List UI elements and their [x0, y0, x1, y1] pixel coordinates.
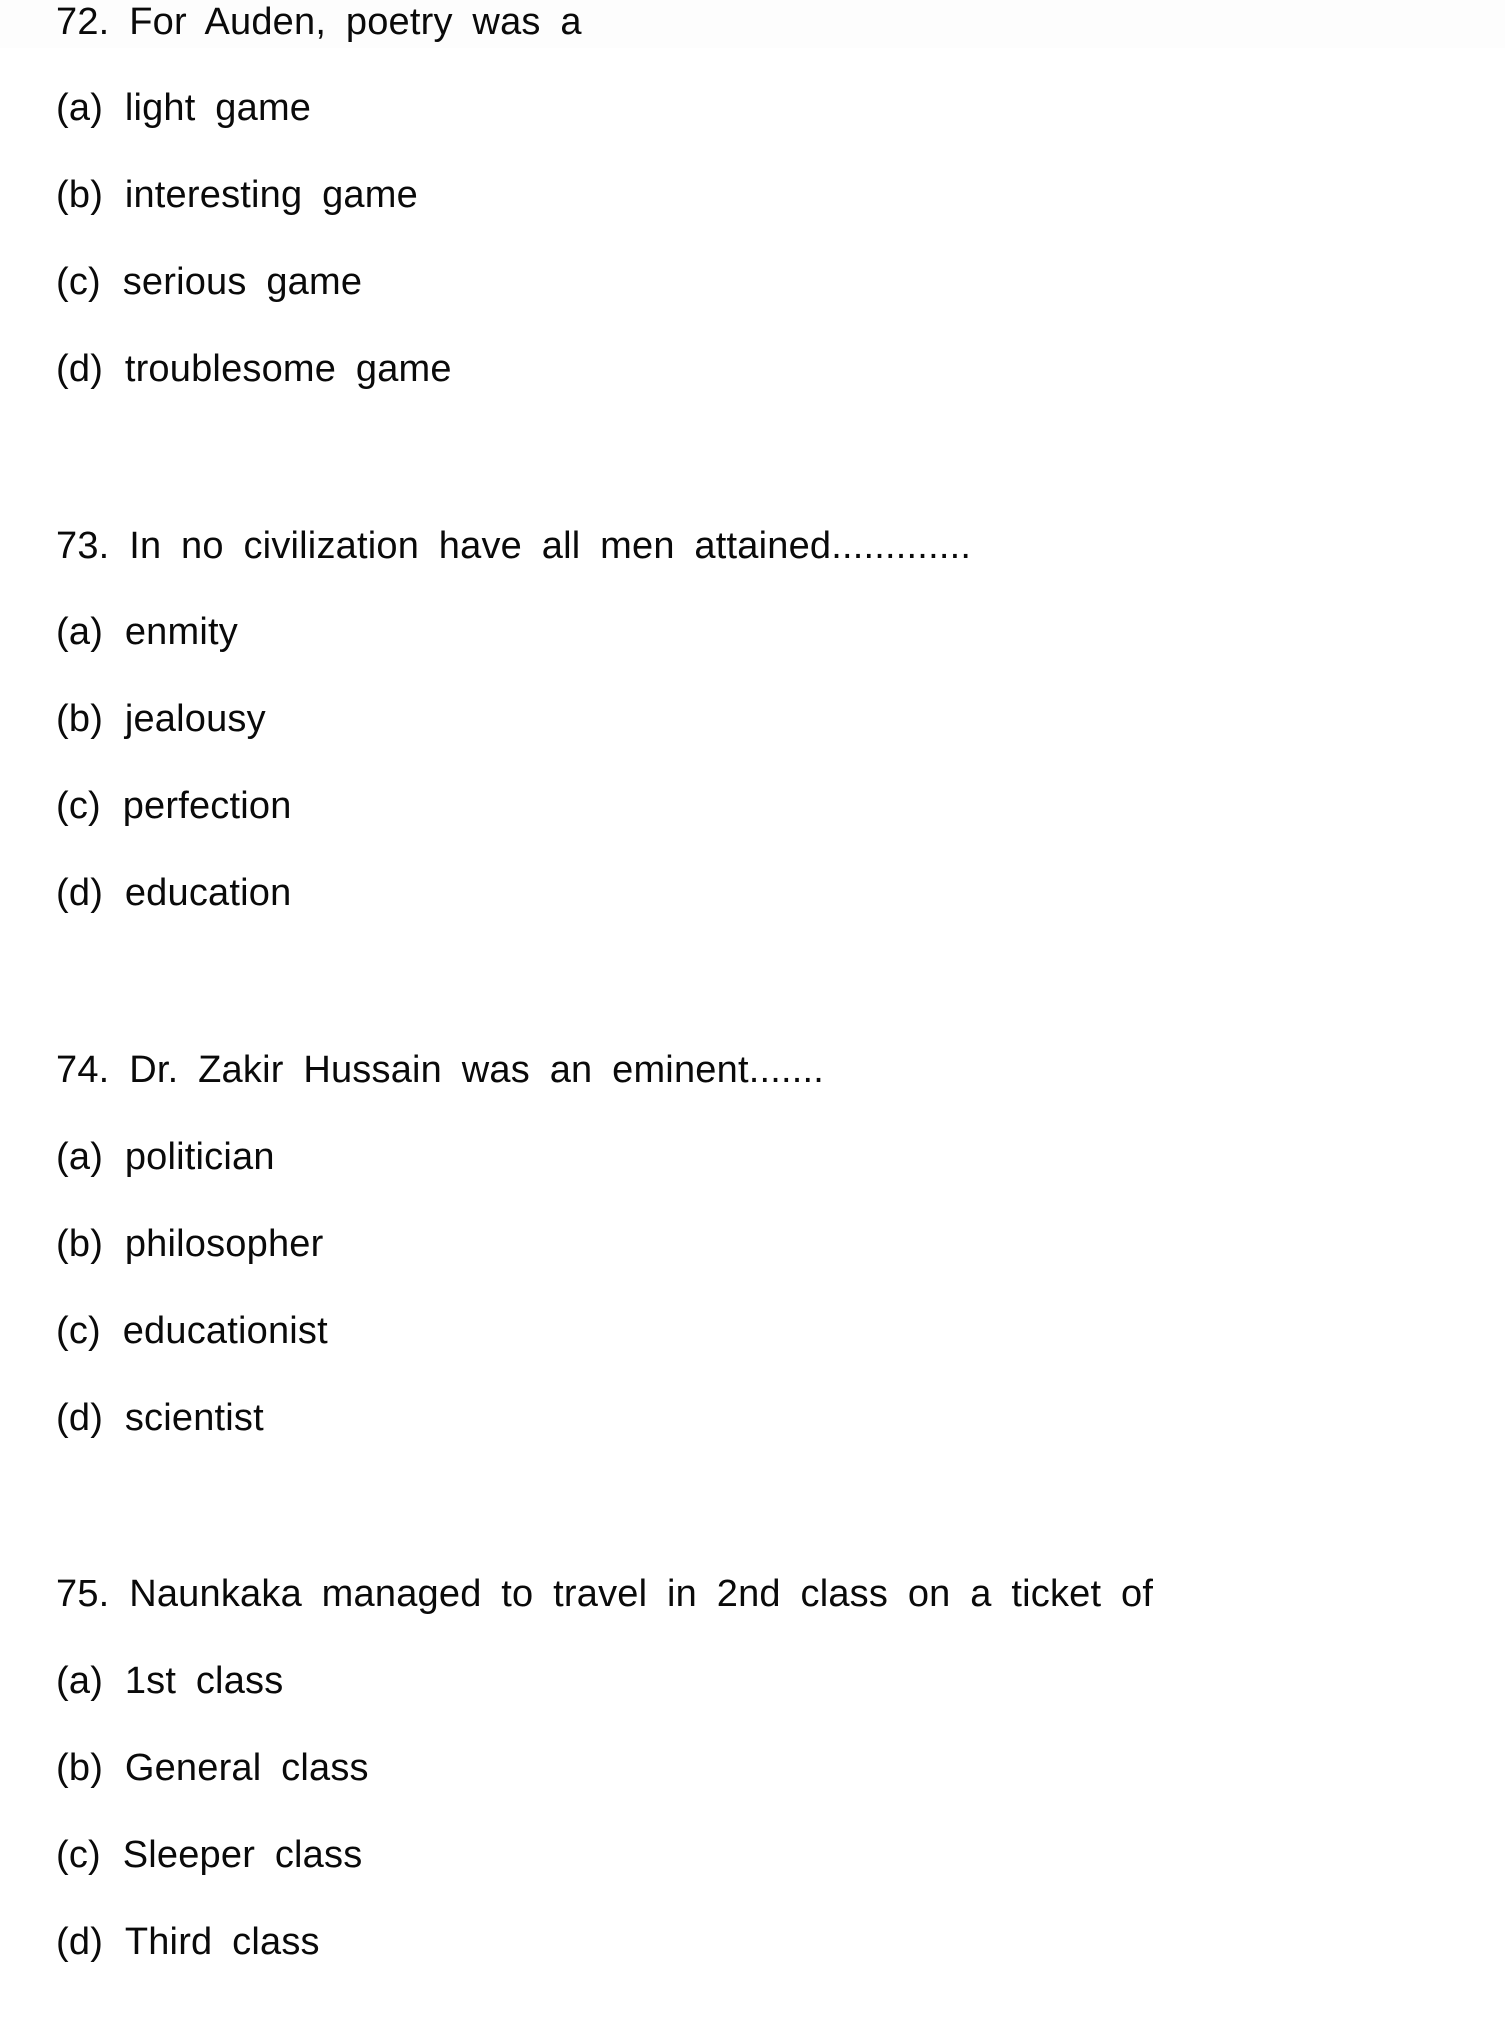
option-label: (c) — [56, 261, 101, 303]
question-number: 74. — [56, 1049, 110, 1091]
option-label: (b) — [56, 698, 104, 740]
option-c[interactable] — [56, 1309, 328, 1353]
option-label: (d) — [56, 348, 104, 390]
option-b[interactable] — [56, 173, 418, 217]
question-number: 73. — [56, 525, 110, 567]
option-text: Sleeper class — [122, 1834, 363, 1876]
option-b[interactable] — [56, 1222, 324, 1266]
option-text: education — [124, 872, 292, 914]
option-text: jealousy — [124, 698, 266, 740]
option-text: Third class — [124, 1921, 320, 1963]
option-label: (b) — [56, 1747, 104, 1789]
option-text: philosopher — [124, 1223, 324, 1265]
option-text: 1st class — [124, 1660, 284, 1702]
option-label: (b) — [56, 1223, 104, 1265]
question-text: Dr. Zakir Hussain was an eminent....... — [129, 1049, 825, 1091]
option-a[interactable] — [56, 1659, 283, 1703]
option-text: perfection — [122, 785, 292, 827]
option-label: (d) — [56, 1397, 104, 1439]
option-b[interactable] — [56, 697, 266, 741]
option-label: (c) — [56, 1310, 101, 1352]
option-c[interactable] — [56, 784, 292, 828]
option-text: educationist — [122, 1310, 328, 1352]
question-stem — [56, 524, 971, 568]
option-label: (c) — [56, 1834, 101, 1876]
question-stem — [56, 1572, 1153, 1616]
option-d[interactable] — [56, 1396, 264, 1440]
question-text: For Auden, poetry was a — [129, 1, 582, 43]
option-label: (a) — [56, 611, 104, 653]
option-b[interactable] — [56, 1746, 369, 1790]
option-d[interactable] — [56, 871, 291, 915]
question-text: Naunkaka managed to travel in 2nd class on a ticket of — [129, 1573, 1154, 1615]
option-text: serious game — [122, 261, 363, 303]
option-label: (b) — [56, 174, 104, 216]
option-a[interactable] — [56, 610, 238, 654]
option-text: enmity — [124, 611, 238, 653]
option-a[interactable] — [56, 86, 311, 130]
question-stem — [56, 1048, 824, 1092]
option-a[interactable] — [56, 1135, 275, 1179]
option-label: (d) — [56, 1921, 104, 1963]
question-number: 72. — [56, 1, 110, 43]
option-text: light game — [124, 87, 312, 129]
option-d[interactable] — [56, 347, 452, 391]
option-label: (d) — [56, 872, 104, 914]
option-label: (c) — [56, 785, 101, 827]
question-stem — [56, 0, 582, 44]
option-label: (a) — [56, 1136, 104, 1178]
question-number: 75. — [56, 1573, 110, 1615]
option-text: troublesome game — [124, 348, 452, 390]
option-text: General class — [124, 1747, 369, 1789]
option-text: politician — [124, 1136, 275, 1178]
option-text: scientist — [124, 1397, 264, 1439]
option-label: (a) — [56, 1660, 104, 1702]
option-label: (a) — [56, 87, 104, 129]
option-d[interactable] — [56, 1920, 320, 1964]
option-c[interactable] — [56, 1833, 362, 1877]
question-text: In no civilization have all men attained............. — [129, 525, 972, 567]
option-text: interesting game — [124, 174, 418, 216]
option-c[interactable] — [56, 260, 362, 304]
